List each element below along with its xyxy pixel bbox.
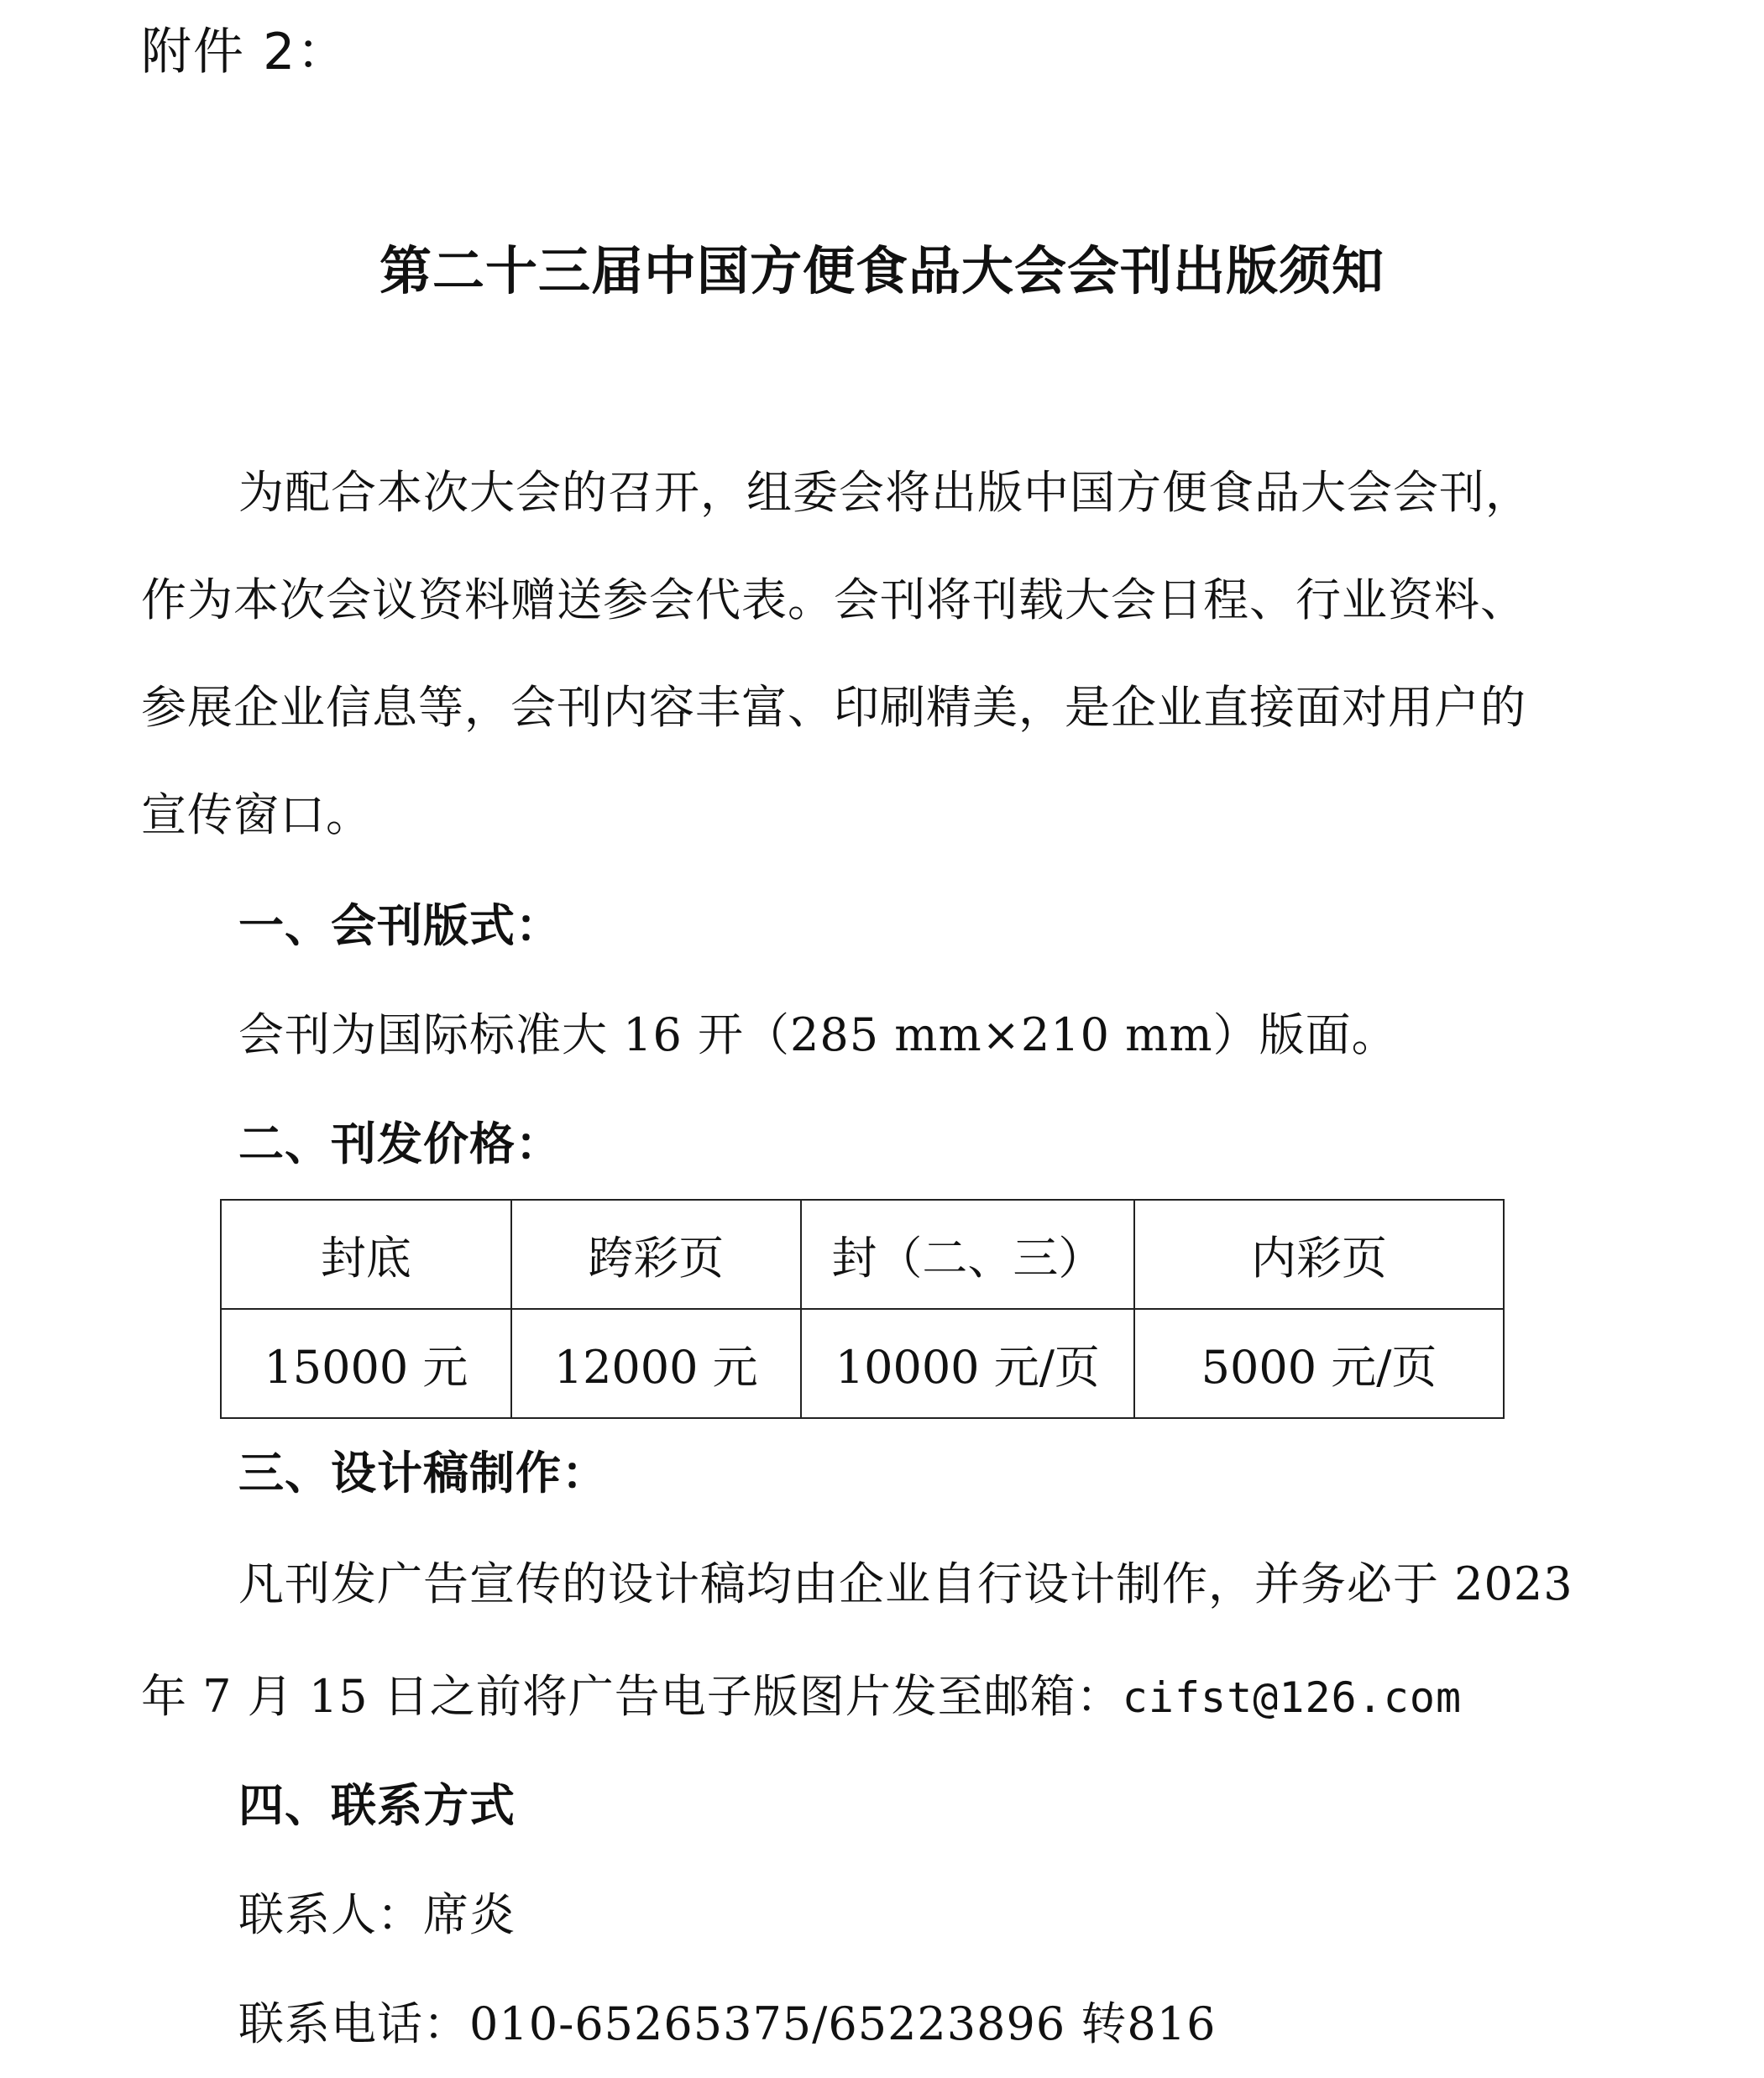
intro-line-3: 参展企业信息等，会刊内容丰富、印刷精美，是企业直接面对用户的: [141, 681, 1526, 734]
intro-line-1: 为配合本次大会的召开，组委会将出版中国方便食品大会会刊，: [238, 466, 1531, 519]
section-3-heading: 三、设计稿制作：: [238, 1447, 608, 1500]
price-table-cell: 15000 元: [221, 1309, 511, 1418]
section-2-heading: 二、刊发价格：: [238, 1118, 562, 1170]
price-table-value-row: [221, 1309, 1504, 1418]
email-address: cifst@126.com: [1122, 1673, 1463, 1722]
price-table-cell: 12000 元: [511, 1309, 801, 1418]
intro-line-4: 宣传窗口。: [141, 788, 372, 841]
contact-person: 联系人：席炎: [238, 1888, 516, 1941]
price-table-header: 封底: [221, 1200, 511, 1309]
contact-phone: 联系电话：010-65265375/65223896 转816: [238, 1997, 1217, 2050]
section-4-heading: 四、联系方式: [238, 1779, 516, 1832]
section-3-line-2: [141, 1659, 1462, 1735]
intro-line-2: 作为本次会议资料赠送参会代表。会刊将刊载大会日程、行业资料、: [141, 573, 1526, 626]
price-table-header: 内彩页: [1134, 1200, 1504, 1309]
section-1-heading: 一、会刊版式：: [238, 899, 562, 952]
section-1-text: 会刊为国际标准大 16 开（285 mm×210 mm）版面。: [238, 1008, 1398, 1061]
price-table-header: 跨彩页: [511, 1200, 801, 1309]
attachment-label: 附件 2：: [141, 23, 349, 81]
price-table: [220, 1199, 1505, 1419]
section-3-line-1: 凡刊发广告宣传的设计稿均由企业自行设计制作，并务必于 2023: [238, 1557, 1573, 1610]
price-table-cell: 10000 元/页: [801, 1309, 1134, 1418]
price-table-header: 封（二、三）: [801, 1200, 1134, 1309]
price-table-cell: 5000 元/页: [1134, 1309, 1504, 1418]
section-3-line-2-text: 年 7 月 15 日之前将广告电子版图片发至邮箱：: [141, 1670, 1123, 1723]
document-title: 第二十三届中国方便食品大会会刊出版须知: [379, 240, 1385, 301]
price-table-header-row: [221, 1200, 1504, 1309]
